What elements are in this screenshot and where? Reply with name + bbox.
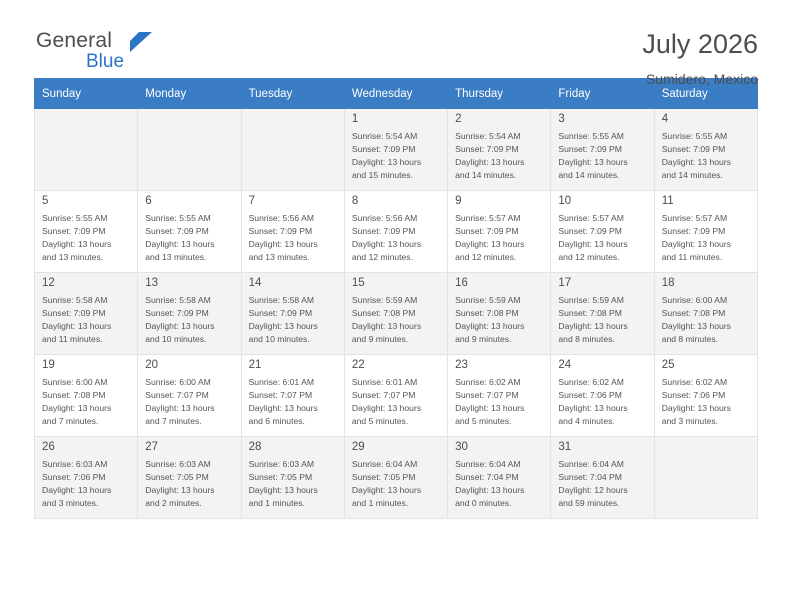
day-detail-line: and 6 minutes. [248,415,305,426]
day-detail-line: Sunset: 7:07 PM [248,389,313,400]
weekday-header-saturday: Saturday [654,79,757,109]
calendar-day-cell[interactable] [138,273,241,355]
day-detail-line: Sunrise: 6:02 AM [558,376,624,387]
weekday-header-tuesday: Tuesday [241,79,344,109]
day-number: 23 [455,359,468,371]
day-number: 16 [455,277,468,289]
calendar-day-cell[interactable] [138,355,241,437]
day-detail-line: Sunset: 7:06 PM [558,389,622,400]
day-details [352,294,441,346]
day-details [249,376,338,428]
day-detail-line: Sunset: 7:09 PM [248,307,313,318]
calendar-day-cell[interactable] [654,355,757,437]
day-detail-line: and 13 minutes. [145,251,207,262]
day-details [558,212,647,264]
day-detail-line: Sunrise: 5:57 AM [455,212,521,223]
day-detail-line: Sunrise: 5:55 AM [661,130,728,141]
day-number: 28 [248,441,262,453]
calendar-day-cell[interactable] [448,109,551,191]
day-detail-line: Daylight: 12 hours [558,484,628,495]
weekday-header-friday: Friday [551,79,654,109]
calendar-day-cell [654,437,757,519]
day-detail-line: Sunrise: 5:59 AM [455,294,521,305]
day-detail-line: Sunrise: 6:01 AM [248,376,315,387]
day-detail-line: and 14 minutes. [455,169,517,180]
calendar-table [34,78,758,519]
day-details [662,130,751,182]
day-detail-line: Sunset: 7:05 PM [145,471,209,482]
day-detail-line: Daylight: 13 hours [351,238,422,249]
day-details [662,212,751,264]
day-detail-line: Daylight: 13 hours [558,402,628,413]
calendar-day-cell[interactable] [344,109,447,191]
day-number: 24 [558,359,572,371]
day-detail-line: Sunrise: 5:58 AM [248,294,315,305]
day-detail-line: and 5 minutes. [455,415,512,426]
day-number: 22 [351,359,365,371]
day-detail-line: Daylight: 13 hours [351,402,422,413]
day-detail-line: Sunset: 7:08 PM [661,307,726,318]
day-details [352,130,441,182]
day-details [42,294,131,346]
day-detail-line: Sunrise: 6:03 AM [42,458,108,469]
day-details [42,376,131,428]
day-detail-line: Sunset: 7:09 PM [455,225,519,236]
day-details [145,458,234,510]
day-detail-line: and 5 minutes. [351,415,409,426]
calendar-day-cell[interactable] [344,273,447,355]
day-detail-line: Sunset: 7:09 PM [351,225,416,236]
day-detail-line: Sunrise: 5:54 AM [351,130,418,141]
day-detail-line: Sunrise: 5:59 AM [558,294,624,305]
calendar-week-row [35,109,758,191]
day-detail-line: Sunrise: 5:56 AM [248,212,315,223]
calendar-day-cell[interactable] [138,191,241,273]
day-details [249,212,338,264]
day-number: 30 [455,441,468,453]
day-detail-line: Sunset: 7:09 PM [145,225,209,236]
day-details [249,294,338,346]
day-detail-line: Sunrise: 6:04 AM [351,458,418,469]
day-detail-line: Sunset: 7:04 PM [455,471,519,482]
day-details [145,212,234,264]
day-detail-line: Sunrise: 6:03 AM [248,458,315,469]
day-detail-line: and 3 minutes. [42,497,99,508]
day-detail-line: Sunset: 7:08 PM [558,307,622,318]
calendar-day-cell [241,109,344,191]
day-detail-line: and 2 minutes. [145,497,202,508]
day-detail-line: Sunset: 7:09 PM [661,143,726,154]
day-number: 27 [145,441,159,453]
day-detail-line: Sunset: 7:08 PM [455,307,519,318]
day-detail-line: and 7 minutes. [145,415,202,426]
page-header [34,0,758,87]
weekday-header-sunday: Sunday [35,79,138,109]
day-detail-line: Daylight: 13 hours [42,238,112,249]
day-detail-line: and 13 minutes. [248,251,310,262]
day-number: 6 [145,195,152,207]
day-detail-line: and 9 minutes. [351,333,409,344]
day-detail-line: Sunset: 7:09 PM [351,143,416,154]
day-number: 26 [42,441,55,453]
day-number: 9 [455,195,462,207]
day-detail-line: Daylight: 13 hours [558,320,628,331]
day-details [145,294,234,346]
day-details [455,294,544,346]
day-number: 17 [558,277,572,289]
calendar-week-row [35,355,758,437]
day-detail-line: and 3 minutes. [661,415,719,426]
day-detail-line: Sunrise: 5:59 AM [351,294,418,305]
calendar-week-row [35,273,758,355]
calendar-day-cell[interactable] [35,273,138,355]
day-detail-line: Sunset: 7:06 PM [661,389,726,400]
calendar-day-cell[interactable] [551,437,654,519]
day-detail-line: Sunrise: 5:55 AM [42,212,108,223]
day-detail-line: and 4 minutes. [558,415,615,426]
day-detail-line: Sunset: 7:09 PM [661,225,726,236]
calendar-day-cell[interactable] [551,273,654,355]
brand-logo [34,29,125,72]
day-detail-line: Daylight: 13 hours [661,238,731,249]
day-detail-line: Sunrise: 6:04 AM [558,458,624,469]
day-number: 3 [558,113,565,125]
day-detail-line: Sunset: 7:09 PM [145,307,209,318]
day-detail-line: and 59 minutes. [558,497,620,508]
day-detail-line: Sunrise: 5:57 AM [558,212,624,223]
weekday-header-wednesday: Wednesday [344,79,447,109]
page-title: July 2026 [642,29,758,59]
day-detail-line: and 11 minutes. [661,251,723,262]
day-detail-line: and 1 minutes. [351,497,409,508]
day-detail-line: Daylight: 13 hours [145,484,215,495]
calendar-day-cell[interactable] [654,109,757,191]
day-details [42,212,131,264]
day-detail-line: Daylight: 13 hours [248,484,318,495]
day-detail-line: Daylight: 13 hours [661,320,731,331]
day-detail-line: Sunset: 7:07 PM [455,389,519,400]
day-number: 29 [351,441,365,453]
day-detail-line: Sunrise: 5:58 AM [145,294,211,305]
day-details [558,130,647,182]
calendar-day-cell[interactable] [344,191,447,273]
day-details [145,376,234,428]
calendar-day-cell [35,109,138,191]
calendar-day-cell[interactable] [551,355,654,437]
calendar-day-cell[interactable] [241,191,344,273]
day-number: 21 [248,359,262,371]
day-detail-line: and 8 minutes. [558,333,615,344]
day-number: 25 [661,359,675,371]
day-detail-line: Sunrise: 5:56 AM [351,212,418,223]
calendar-day-cell[interactable] [448,191,551,273]
calendar-day-cell[interactable] [35,437,138,519]
day-detail-line: Daylight: 13 hours [558,156,628,167]
day-number: 10 [558,195,572,207]
day-detail-line: Sunrise: 5:55 AM [145,212,211,223]
calendar-day-cell[interactable] [344,437,447,519]
day-details [558,376,647,428]
day-detail-line: Sunset: 7:05 PM [248,471,313,482]
day-detail-line: Daylight: 13 hours [455,238,525,249]
calendar-day-cell[interactable] [241,437,344,519]
day-detail-line: Sunrise: 6:03 AM [145,458,211,469]
day-detail-line: Sunrise: 6:02 AM [661,376,728,387]
weekday-header-thursday: Thursday [448,79,551,109]
day-detail-line: Sunset: 7:08 PM [351,307,416,318]
day-detail-line: Daylight: 13 hours [661,402,731,413]
calendar-day-cell[interactable] [138,437,241,519]
day-number: 1 [351,113,359,125]
calendar-day-cell[interactable] [551,109,654,191]
day-detail-line: Sunrise: 5:54 AM [455,130,521,141]
calendar-body [35,109,758,519]
day-detail-line: Sunset: 7:04 PM [558,471,622,482]
day-detail-line: Daylight: 13 hours [661,156,731,167]
day-number: 4 [661,113,669,125]
day-details [455,376,544,428]
day-number: 7 [248,195,255,207]
day-details [558,458,647,510]
day-number: 5 [42,195,49,207]
flag-icon-notch [130,32,139,41]
day-detail-line: Sunrise: 5:55 AM [558,130,624,141]
day-detail-line: Sunset: 7:06 PM [42,471,106,482]
day-details [352,458,441,510]
day-detail-line: Sunrise: 6:02 AM [455,376,521,387]
day-detail-line: Daylight: 13 hours [455,402,525,413]
day-detail-line: Sunrise: 6:01 AM [351,376,418,387]
day-detail-line: Daylight: 13 hours [455,320,525,331]
day-detail-line: Sunset: 7:09 PM [42,307,106,318]
day-detail-line: Daylight: 13 hours [248,402,318,413]
calendar-day-cell[interactable] [241,273,344,355]
day-details [662,294,751,346]
day-detail-line: Sunset: 7:07 PM [351,389,416,400]
day-detail-line: Daylight: 13 hours [42,484,112,495]
day-number: 31 [558,441,572,453]
calendar-day-cell[interactable] [241,355,344,437]
day-details [42,458,131,510]
day-details [352,212,441,264]
day-detail-line: Daylight: 13 hours [351,484,422,495]
day-details [249,458,338,510]
calendar-day-cell[interactable] [344,355,447,437]
day-detail-line: and 8 minutes. [661,333,719,344]
day-detail-line: Daylight: 13 hours [42,402,112,413]
calendar-day-cell[interactable] [448,273,551,355]
calendar-day-cell[interactable] [35,191,138,273]
day-details [558,294,647,346]
day-detail-line: and 12 minutes. [455,251,517,262]
day-details [352,376,441,428]
calendar-week-row [35,191,758,273]
day-detail-line: and 0 minutes. [455,497,512,508]
day-detail-line: Sunset: 7:05 PM [351,471,416,482]
brand-name-blue: Blue [86,51,125,72]
day-detail-line: Daylight: 13 hours [248,320,318,331]
day-number: 12 [42,277,55,289]
day-detail-line: Daylight: 13 hours [558,238,628,249]
day-detail-line: and 1 minutes. [248,497,305,508]
calendar-day-cell[interactable] [448,355,551,437]
day-number: 8 [351,195,359,207]
day-detail-line: Daylight: 13 hours [145,402,215,413]
day-detail-line: Sunrise: 5:58 AM [42,294,108,305]
day-detail-line: and 11 minutes. [42,333,103,344]
day-detail-line: Sunset: 7:09 PM [455,143,519,154]
day-detail-line: Sunset: 7:09 PM [558,143,622,154]
day-detail-line: Sunrise: 6:00 AM [42,376,108,387]
day-detail-line: Sunrise: 6:00 AM [145,376,211,387]
day-number: 20 [145,359,159,371]
day-number: 15 [351,277,365,289]
day-number: 18 [661,277,675,289]
title-block [642,30,758,87]
day-number: 14 [248,277,262,289]
day-detail-line: Sunset: 7:07 PM [145,389,209,400]
day-details [455,212,544,264]
day-number: 11 [661,195,674,207]
day-detail-line: and 10 minutes. [145,333,207,344]
day-detail-line: and 7 minutes. [42,415,99,426]
calendar-day-cell[interactable] [551,191,654,273]
day-number: 19 [42,359,55,371]
day-details [455,458,544,510]
day-detail-line: Sunrise: 5:57 AM [661,212,728,223]
day-detail-line: Sunset: 7:09 PM [42,225,106,236]
day-number: 2 [455,113,462,125]
day-detail-line: and 14 minutes. [661,169,723,180]
day-detail-line: Sunset: 7:09 PM [558,225,622,236]
calendar-day-cell[interactable] [35,355,138,437]
day-detail-line: and 12 minutes. [558,251,620,262]
calendar-day-cell[interactable] [654,273,757,355]
day-details [455,130,544,182]
day-detail-line: Daylight: 13 hours [351,156,422,167]
day-detail-line: Sunrise: 6:04 AM [455,458,521,469]
day-detail-line: Daylight: 13 hours [145,320,215,331]
calendar-day-cell [138,109,241,191]
day-detail-line: Daylight: 13 hours [145,238,215,249]
day-detail-line: Daylight: 13 hours [248,238,318,249]
day-details [662,376,751,428]
day-detail-line: Sunset: 7:09 PM [248,225,313,236]
page-subtitle: Sumidero, Mexico [645,70,758,87]
day-number: 13 [145,277,159,289]
day-detail-line: and 15 minutes. [351,169,413,180]
calendar-week-row [35,437,758,519]
day-detail-line: and 12 minutes. [351,251,413,262]
day-detail-line: Daylight: 13 hours [455,156,525,167]
day-detail-line: Sunset: 7:08 PM [42,389,106,400]
day-detail-line: and 13 minutes. [42,251,104,262]
day-detail-line: Sunrise: 6:00 AM [661,294,728,305]
calendar-day-cell[interactable] [448,437,551,519]
day-detail-line: Daylight: 13 hours [351,320,422,331]
day-detail-line: Daylight: 13 hours [455,484,525,495]
weekday-header-monday: Monday [138,79,241,109]
day-detail-line: Daylight: 13 hours [42,320,112,331]
day-detail-line: and 10 minutes. [248,333,310,344]
day-detail-line: and 14 minutes. [558,169,620,180]
brand-name-general: General [36,29,113,52]
calendar-day-cell[interactable] [654,191,757,273]
day-detail-line: and 9 minutes. [455,333,512,344]
